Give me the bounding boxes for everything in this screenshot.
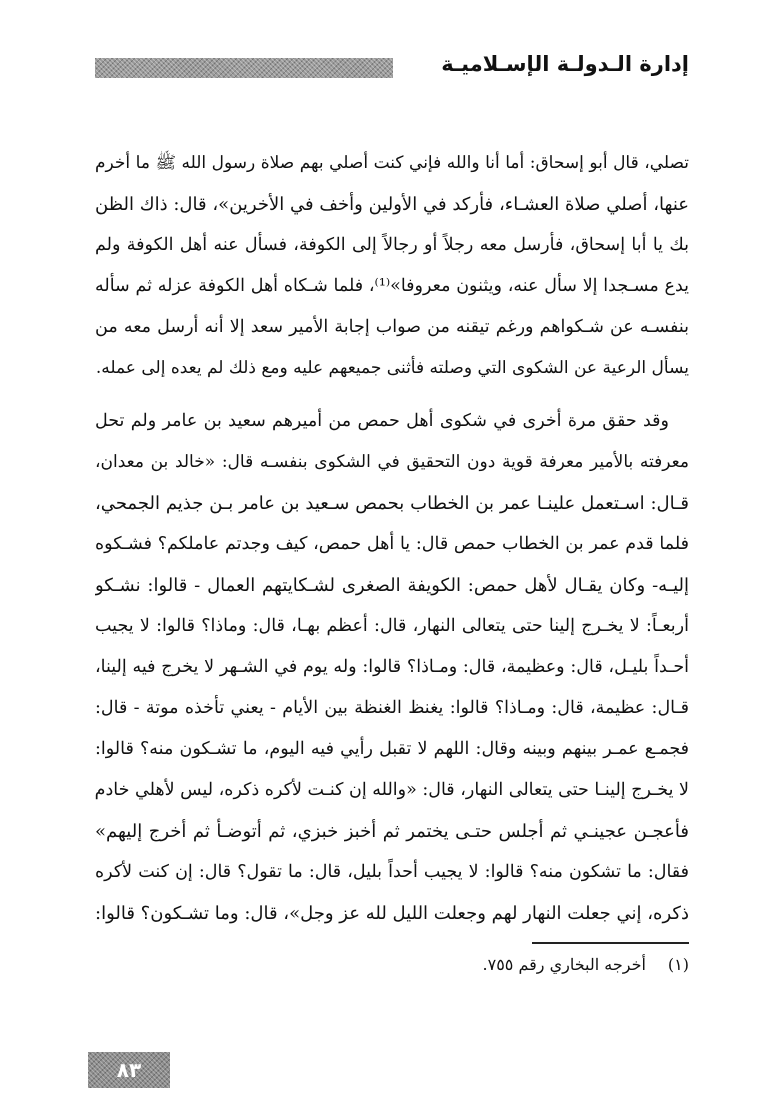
running-header <box>95 50 689 82</box>
text-line: أربعـاً: لا يخـرج إلينا حتى يتعالى النهار، قال: أعظم بهـا، قال: وماذا؟ قالوا: لا يجيب <box>95 616 689 636</box>
text-line: بنفسـه عن شـكواهم ورغم تيقنه من صواب إجابة الأمير سعد إلا أنه أرسل معه من <box>95 317 689 337</box>
text-line: يسأل الرعية عن الشكوى التي وصلته فأثنى جميعهم عليه ومع ذلك لم يعده إلى عمله. <box>95 358 689 378</box>
text-line: فلما قدم عمر بن الخطاب حمص قال: يا أهل حمص، كيف وجدتم عاملكم؟ فشـكوه <box>95 534 689 554</box>
text-line: فجمـع عمـر بينهم وبينه وقال: اللهم لا تقبل رأيي فيه اليوم، ما تشـكون منه؟ قالوا: <box>95 739 689 759</box>
page-number: ٨٣ <box>116 1058 142 1082</box>
text-line: فأعجـن عجينـي ثم أجلس حتـى يختمر ثم أخبز خبزي، ثم أتوضـأ ثم أخرج إليهم» <box>95 821 689 842</box>
text-line: أحـداً بليـل، قال: وعظيمة، قال: ومـاذا؟ قالوا: وله يوم في الشـهر لا يخرج فيه إلينا، <box>95 657 689 677</box>
footnote-number: (١) <box>667 955 689 974</box>
header-decorative-bar <box>95 58 393 78</box>
text-line: عنها، أصلي صلاة العشـاء، فأركد في الأولين وأخف في الأخرين»، قال: ذاك الظن <box>95 194 689 215</box>
running-header-title: إدارة الـدولـة الإسـلاميـة <box>441 52 689 76</box>
footnote-text: أخرجه البخاري رقم ٧٥٥. <box>482 955 646 974</box>
text-line: معرفته بالأمير معرفة قوية دون التحقيق في الشكوى بنفسـه قال: «خالد بن معدان، <box>95 452 689 472</box>
footnote-separator <box>532 942 689 944</box>
text-line: إليـه- وكان يقـال لأهل حمص: الكويفة الصغرى لشـكايتهم العمال - قالوا: نشـكو <box>95 575 689 596</box>
footnote <box>483 955 689 974</box>
text-line: قـال: عظيمة، قال: ومـاذا؟ قالوا: يغنظ الغنظة بين الأيام - يعني تأخذه موتة - قال: <box>95 698 689 718</box>
text-line: لا يخـرج إلينـا حتى يتعالى النهار، قال: «والله إن كنـت لأكره ذكره، ليس لأهلي خادم <box>95 780 689 800</box>
text-line: تصلي، قال أبو إسحاق: أما أنا والله فإني كنت أصلي بهم صلاة رسول الله ﷺ ما أخرم <box>95 153 689 173</box>
text-line: وقد حقق مرة أخرى في شكوى أهل حمص من أميرهم سعيد بن عامر ولم تحل <box>95 411 669 431</box>
paragraph-gap <box>95 389 689 401</box>
text-line: قـال: اسـتعمل علينـا عمر بن الخطاب بحمص سـعيد بن عامر بـن جذيم الجمحي، <box>95 493 689 514</box>
page-number-box <box>88 1052 170 1088</box>
text-line: ذكره، إني جعلت النهار لهم وجعلت الليل لله عز وجل»، قال: وما تشـكون؟ قالوا: <box>95 903 689 924</box>
body-text <box>95 143 689 934</box>
text-line: يدع مسـجدا إلا سأل عنه، ويثنون معروفا»⁽¹⁾، فلما شـكاه أهل الكوفة عزله ثم سأله <box>95 276 689 296</box>
text-line: بك يا أبا إسحاق، فأرسل معه رجلاً أو رجالاً إلى الكوفة، فسأل عنه أهل الكوفة ولم <box>95 235 689 255</box>
text-line: فقال: ما تشكون منه؟ قالوا: لا يجيب أحداً بليل، قال: ما تقول؟ قال: إن كنت لأكره <box>95 862 689 882</box>
